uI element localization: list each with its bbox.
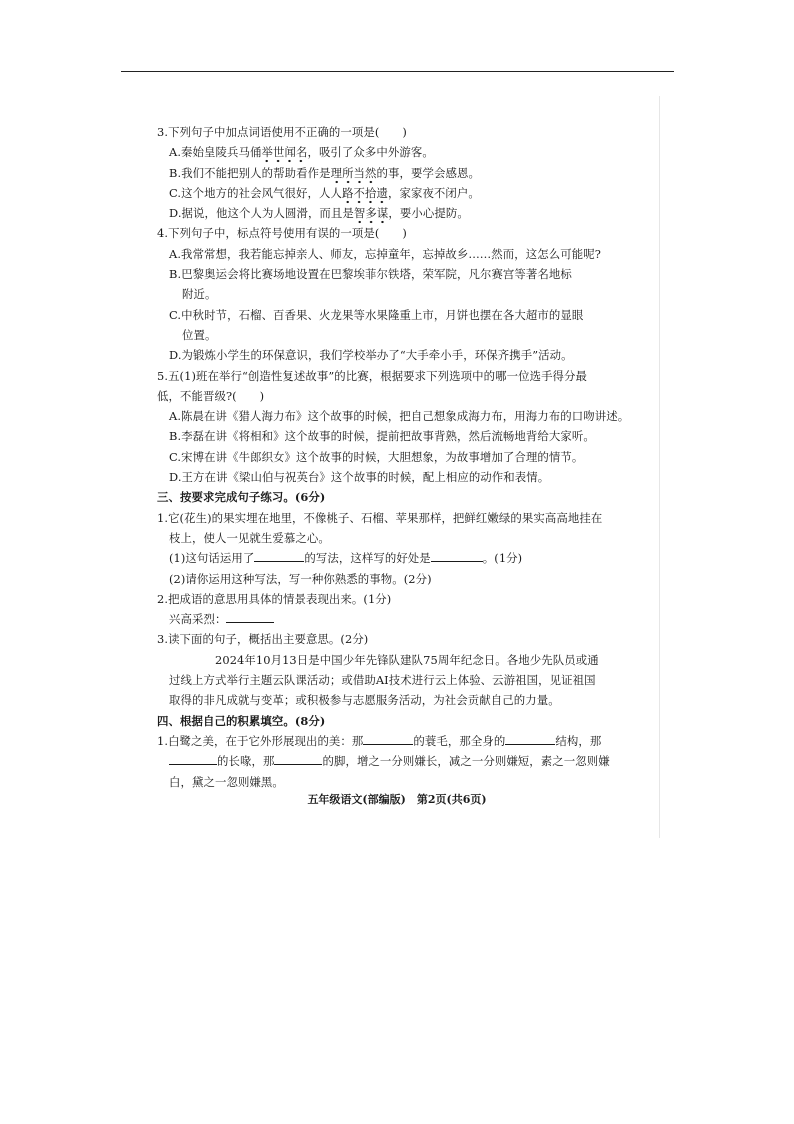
- s3-q1: 1.它(花生)的果实埋在地里，不像桃子、石榴、苹果那样，把鲜红嫩绿的果实高高地挂在: [157, 510, 603, 525]
- answer-blank[interactable]: [169, 752, 217, 765]
- q5-option-b: B.李磊在讲《将相和》这个故事的时候，提前把故事背熟，然后流畅地背给大家听。: [169, 429, 595, 444]
- dotted-term: 举世闻名: [261, 145, 307, 163]
- section4-heading: 四、根据自己的积累填空。(8分): [157, 713, 326, 728]
- answer-blank[interactable]: [226, 610, 274, 623]
- q4-option-c-cont: 位置。: [182, 327, 217, 342]
- q4-option-d: D.为锻炼小学生的环保意识，我们学校举办了“大手牵小手，环保齐携手”活动。: [169, 348, 573, 363]
- section3-heading: 三、按要求完成句子练习。(6分): [157, 490, 326, 505]
- q4-option-b-cont: 附近。: [182, 287, 217, 302]
- answer-blank[interactable]: [363, 732, 413, 745]
- scan-edge-line: [659, 96, 660, 838]
- answer-blank[interactable]: [254, 549, 304, 562]
- s3-q3: 3.读下面的句子，概括出主要意思。(2分): [157, 632, 369, 647]
- s3-q2: 2.把成语的意思用具体的情景表现出来。(1分): [157, 591, 392, 606]
- answer-blank[interactable]: [505, 732, 555, 745]
- q4-option-b: B.巴黎奥运会将比赛场地设置在巴黎埃菲尔铁塔，荣军院，凡尔赛宫等著名地标: [169, 267, 572, 282]
- q3-option-a: A.秦始皇陵兵马俑举世闻名，吸引了众多中外游客。: [157, 142, 647, 162]
- s3-q1-part1: (1)这句话运用了 的写法，这样写的好处是 。(1分): [169, 551, 523, 566]
- q3-option-d: D.据说，他这个人为人圆滑，而且是智多谋，要小心提防。: [157, 203, 647, 223]
- s4-q1-cont: 白，黛之一忽则嫌黑。: [169, 774, 284, 789]
- passage-line: 2024年10月13日是中国少年先锋队建队75周年纪念日。各地少先队员或通: [215, 652, 599, 667]
- q5-option-a: A.陈晨在讲《猎人海力布》这个故事的时候，把自己想象成海力布，用海力布的口吻讲述。: [169, 409, 630, 424]
- passage-line: 取得的非凡成就与变革；或积极参与志愿服务活动，为社会贡献自己的力量。: [169, 693, 560, 708]
- q4-option-c: C.中秋时节，石榴、百香果、火龙果等水果隆重上市，月饼也摆在各大超市的显眼: [169, 307, 584, 322]
- s3-q2-item: 兴高采烈：: [157, 609, 647, 629]
- q5-stem-cont: 低，不能晋级?( ): [157, 388, 265, 403]
- dotted-term: 智多谋: [354, 206, 388, 224]
- page-footer: 五年级语文(部编版) 第2页(共6页): [307, 793, 487, 806]
- q3-stem: 3.下列句子中加点词语使用不正确的一项是( ): [157, 125, 407, 139]
- q5-stem: 5.五(1)班在举行“创造性复述故事”的比赛，根据要求下列选项中的哪一位选手得分最: [157, 368, 588, 383]
- s3-q1-cont: 枝上，使人一见就生爱慕之心。: [169, 530, 330, 545]
- q4-stem: 4.下列句子中，标点符号使用有误的一项是( ): [157, 226, 407, 241]
- q5-option-d: D.王方在讲《梁山伯与祝英台》这个故事的时候，配上相应的动作和表情。: [169, 470, 550, 485]
- exam-content: [157, 122, 647, 792]
- q3-option-c: C.这个地方的社会风气很好，人人路不拾遗，家家夜不闭户。: [157, 183, 647, 203]
- answer-blank[interactable]: [431, 549, 483, 562]
- passage-line: 过线上方式举行主题云队课活动；或借助AI技术进行云上体验、云游祖国，见证祖国: [169, 673, 596, 688]
- s3-q1-part2: (2)请你运用这种写法，写一种你熟悉的事物。(2分): [169, 571, 432, 586]
- q3-option-b: B.我们不能把别人的帮助看作是理所当然的事，要学会感恩。: [157, 163, 647, 183]
- s4-q1-cont: 的长喙，那 的脚，增之一分则嫌长，减之一分则嫌短，素之一忽则嫌: [157, 751, 647, 771]
- header-rule: [121, 71, 674, 72]
- q5-option-c: C.宋博在讲《牛郎织女》这个故事的时候，大胆想象，为故事增加了合理的情节。: [169, 449, 584, 464]
- dotted-term: 路不拾遗: [342, 186, 388, 204]
- s4-q1: 1.白鹭之美，在于它外形展现出的美：那 的蓑毛，那全身的 结构，那: [157, 733, 602, 748]
- dotted-term: 理所当然: [331, 166, 377, 184]
- answer-blank[interactable]: [274, 752, 322, 765]
- q4-option-a: A.我常常想，我若能忘掉亲人、师友，忘掉童年，忘掉故乡……然而，这怎么可能呢?: [169, 246, 601, 261]
